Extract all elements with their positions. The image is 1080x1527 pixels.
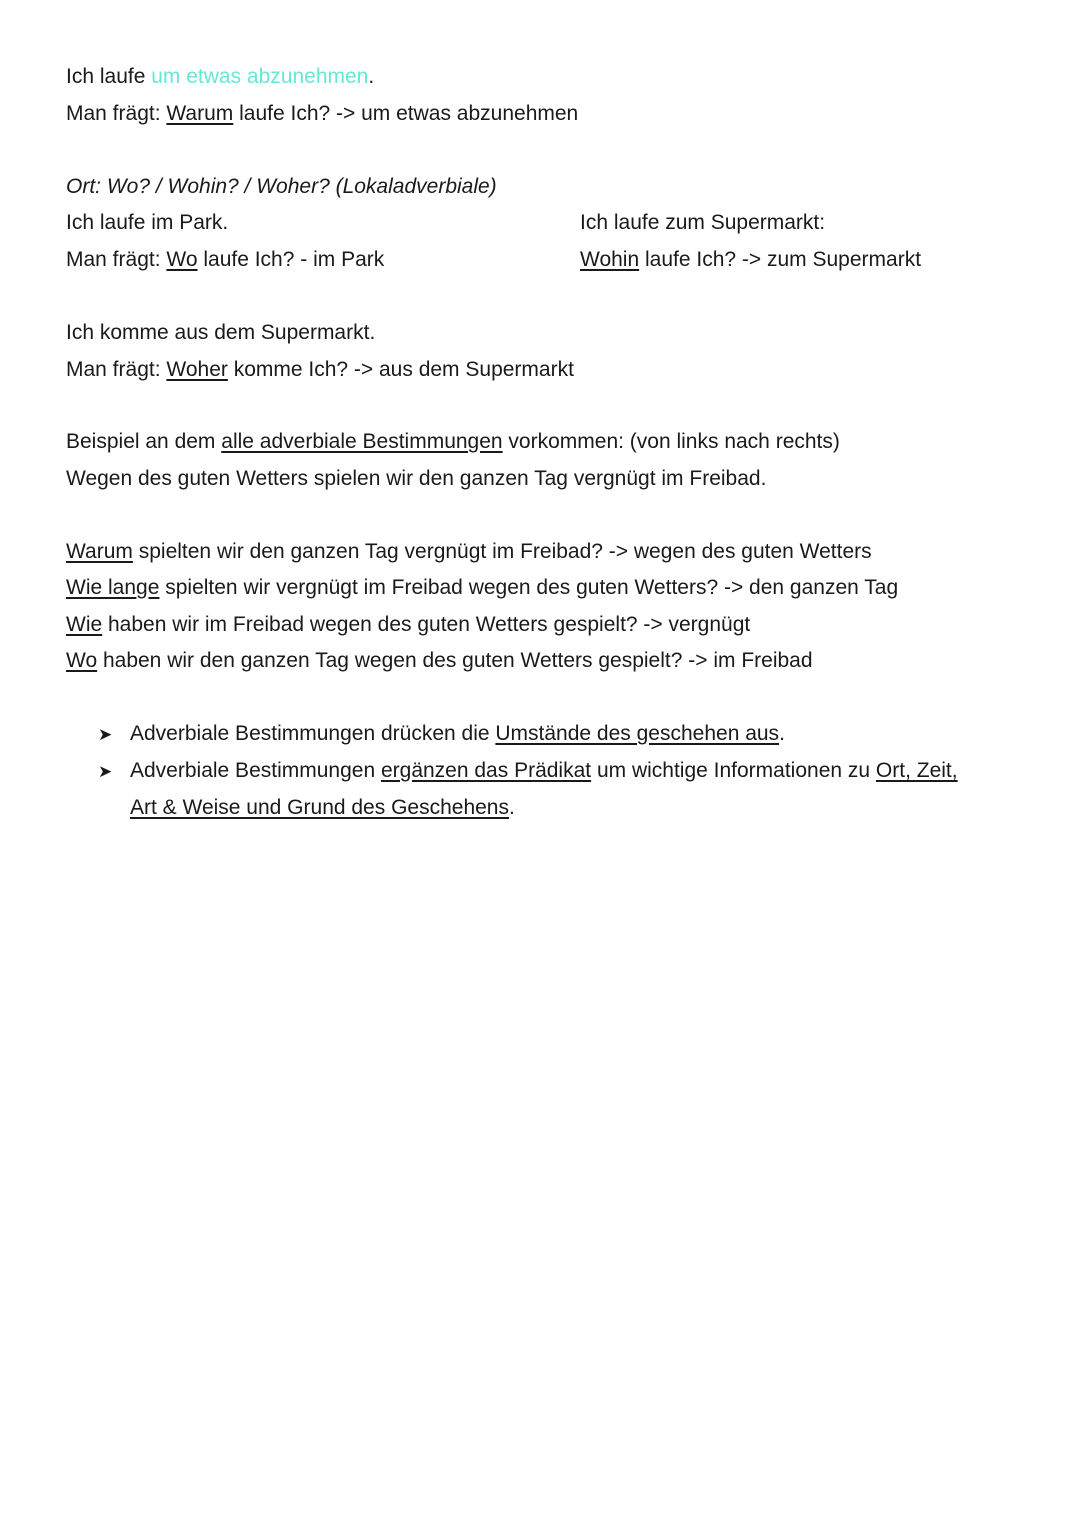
ort-heading: Ort: Wo? / Wohin? / Woher? (Lokaladverbiale) <box>66 175 497 198</box>
bullet-underlined-second: Ort, Zeit, <box>875 759 958 782</box>
ort-left-question-prefix: Man frägt: <box>66 248 167 271</box>
ort-left-sentence: Ich laufe im Park. <box>66 211 229 234</box>
question-line <box>66 575 898 601</box>
bullet-continuation <box>130 795 515 821</box>
question-line <box>66 539 872 565</box>
woher-sentence: Ich komme aus dem Supermarkt. <box>66 321 376 344</box>
question-rest: spielten wir den ganzen Tag vergnügt im Freibad? -> wegen des guten Wetters <box>132 540 872 563</box>
woher-question-word: Woher <box>166 358 228 381</box>
beispiel-underlined: alle adverbiale Bestimmungen <box>221 430 503 453</box>
beispiel-sentence: Wegen des guten Wetters spielen wir den ganzen Tag vergnügt im Freibad. <box>66 467 767 490</box>
question-word: Wie lange <box>66 576 160 599</box>
question-word: Wo <box>66 649 98 672</box>
bullet-middle: um wichtige Informationen zu <box>591 759 876 782</box>
beispiel-prefix: Beispiel an dem <box>66 430 222 453</box>
question-rest: spielten wir vergnügt im Freibad wegen des guten Wetters? -> den ganzen Tag <box>159 576 899 599</box>
question-line <box>66 648 813 674</box>
woher-question-prefix: Man frägt: <box>66 358 167 381</box>
arrowhead-bullet-icon: ➤ <box>98 725 113 744</box>
intro-question-word: Warum <box>166 102 234 125</box>
bullet-item <box>98 758 958 785</box>
question-word: Warum <box>66 540 133 563</box>
bullet-underlined: Umstände des geschehen aus <box>495 722 780 745</box>
ort-right-sentence: Ich laufe zum Supermarkt: <box>580 211 826 234</box>
bullet-continuation-underlined: Art & Weise und Grund des Geschehens <box>130 796 509 819</box>
intro-question <box>66 101 578 127</box>
ort-left-question-rest: laufe Ich? - im Park <box>197 248 385 271</box>
ort-right-question <box>580 247 921 273</box>
question-rest: haben wir den ganzen Tag wegen des guten Wetters gespielt? -> im Freibad <box>97 649 813 672</box>
ort-left-question <box>66 247 384 273</box>
ort-right-question-word: Wohin <box>580 248 640 271</box>
bullet-prefix: Adverbiale Bestimmungen <box>130 759 381 782</box>
ort-left-question-word: Wo <box>166 248 198 271</box>
woher-question-rest: komme Ich? -> aus dem Supermarkt <box>227 358 574 381</box>
intro-sentence-suffix: . <box>368 65 375 88</box>
question-word: Wie <box>66 613 103 636</box>
intro-sentence-accent: um etwas abzunehmen <box>151 65 369 88</box>
woher-question <box>66 357 574 383</box>
beispiel-intro <box>66 429 840 455</box>
intro-question-rest: laufe Ich? -> um etwas abzunehmen <box>233 102 579 125</box>
question-line <box>66 612 750 638</box>
bullet-prefix: Adverbiale Bestimmungen drücken die <box>130 722 496 745</box>
intro-sentence-prefix: Ich laufe <box>66 65 152 88</box>
bullet-suffix: . <box>779 722 785 745</box>
intro-sentence <box>66 64 374 90</box>
bullet-item <box>98 721 785 748</box>
bullet-underlined: ergänzen das Prädikat <box>380 759 592 782</box>
bullet-continuation-suffix: . <box>508 796 515 819</box>
ort-right-question-rest: laufe Ich? -> zum Supermarkt <box>639 248 922 271</box>
beispiel-suffix: vorkommen: (von links nach rechts) <box>502 430 840 453</box>
question-rest: haben wir im Freibad wegen des guten Wetters gespielt? -> vergnügt <box>102 613 751 636</box>
arrowhead-bullet-icon: ➤ <box>98 762 113 781</box>
intro-question-prefix: Man frägt: <box>66 102 167 125</box>
